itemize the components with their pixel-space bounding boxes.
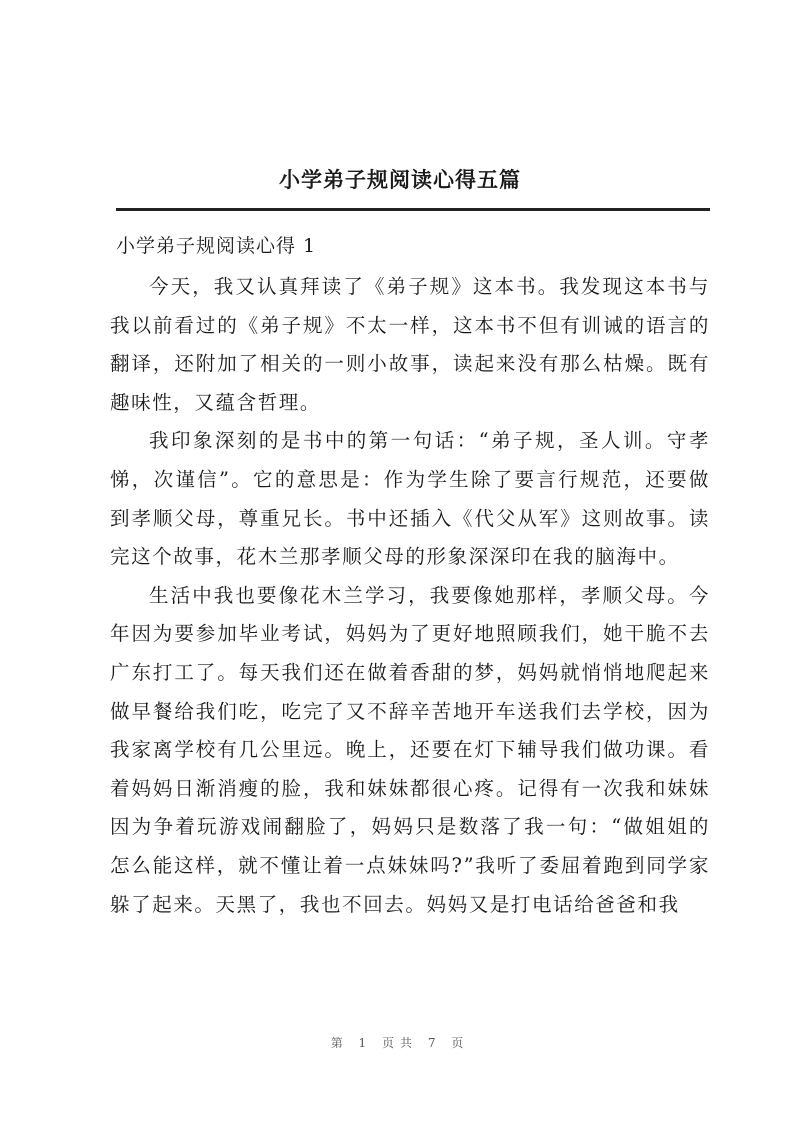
paragraph-3: 生活中我也要像花木兰学习，我要像她那样，孝顺父母。今年因为要参加毕业考试，妈妈为了更好地照顾我们，她干脆不去广东打工了。每天我们还在做着香甜的梦，妈妈就悄悄地爬起来做早餐给我们吃，吃完了又不辞辛苦地开车送我们去学校，因为我家离学校有几公里远。晚上，还要在灯下辅导我们做功课。看着妈妈日渐消瘦的脸，我和妹妹都很心疼。记得有一次我和妹妹因为争着玩游戏闹翻脸了，妈妈只是数落了我一句：“做姐姐的怎么能这样，就不懂让着一点妹妹吗?”我听了委屈着跑到同学家躲了起来。天黑了，我也不回去。妈妈又是打电话给爸爸和我 bbox=[110, 583, 710, 916]
paragraph-1: 今天，我又认真拜读了《弟子规》这本书。我发现这本书与我以前看过的《弟子规》不太一样，这本书不但有训诫的语言的翻译，还附加了相关的一则小故事，读起来没有那么枯燥。既有趣味性，又蕴含哲理。 bbox=[110, 275, 710, 414]
document-body bbox=[110, 268, 710, 924]
page-footer: 第 1 页共 7 页 bbox=[330, 1036, 470, 1050]
title-divider bbox=[116, 208, 710, 211]
section-heading: 小学弟子规阅读心得 1 bbox=[116, 235, 317, 257]
paragraph-2: 我印象深刻的是书中的第一句话：“弟子规，圣人训。守孝悌，次谨信”。它的意思是：作为学生除了要言行规范，还要做到孝顺父母，尊重兄长。书中还插入《代父从军》这则故事。读完这个故事，花木兰那孝顺父母的形象深深印在我的脑海中。 bbox=[110, 429, 710, 569]
document-title: 小学弟子规阅读心得五篇 bbox=[279, 167, 521, 192]
